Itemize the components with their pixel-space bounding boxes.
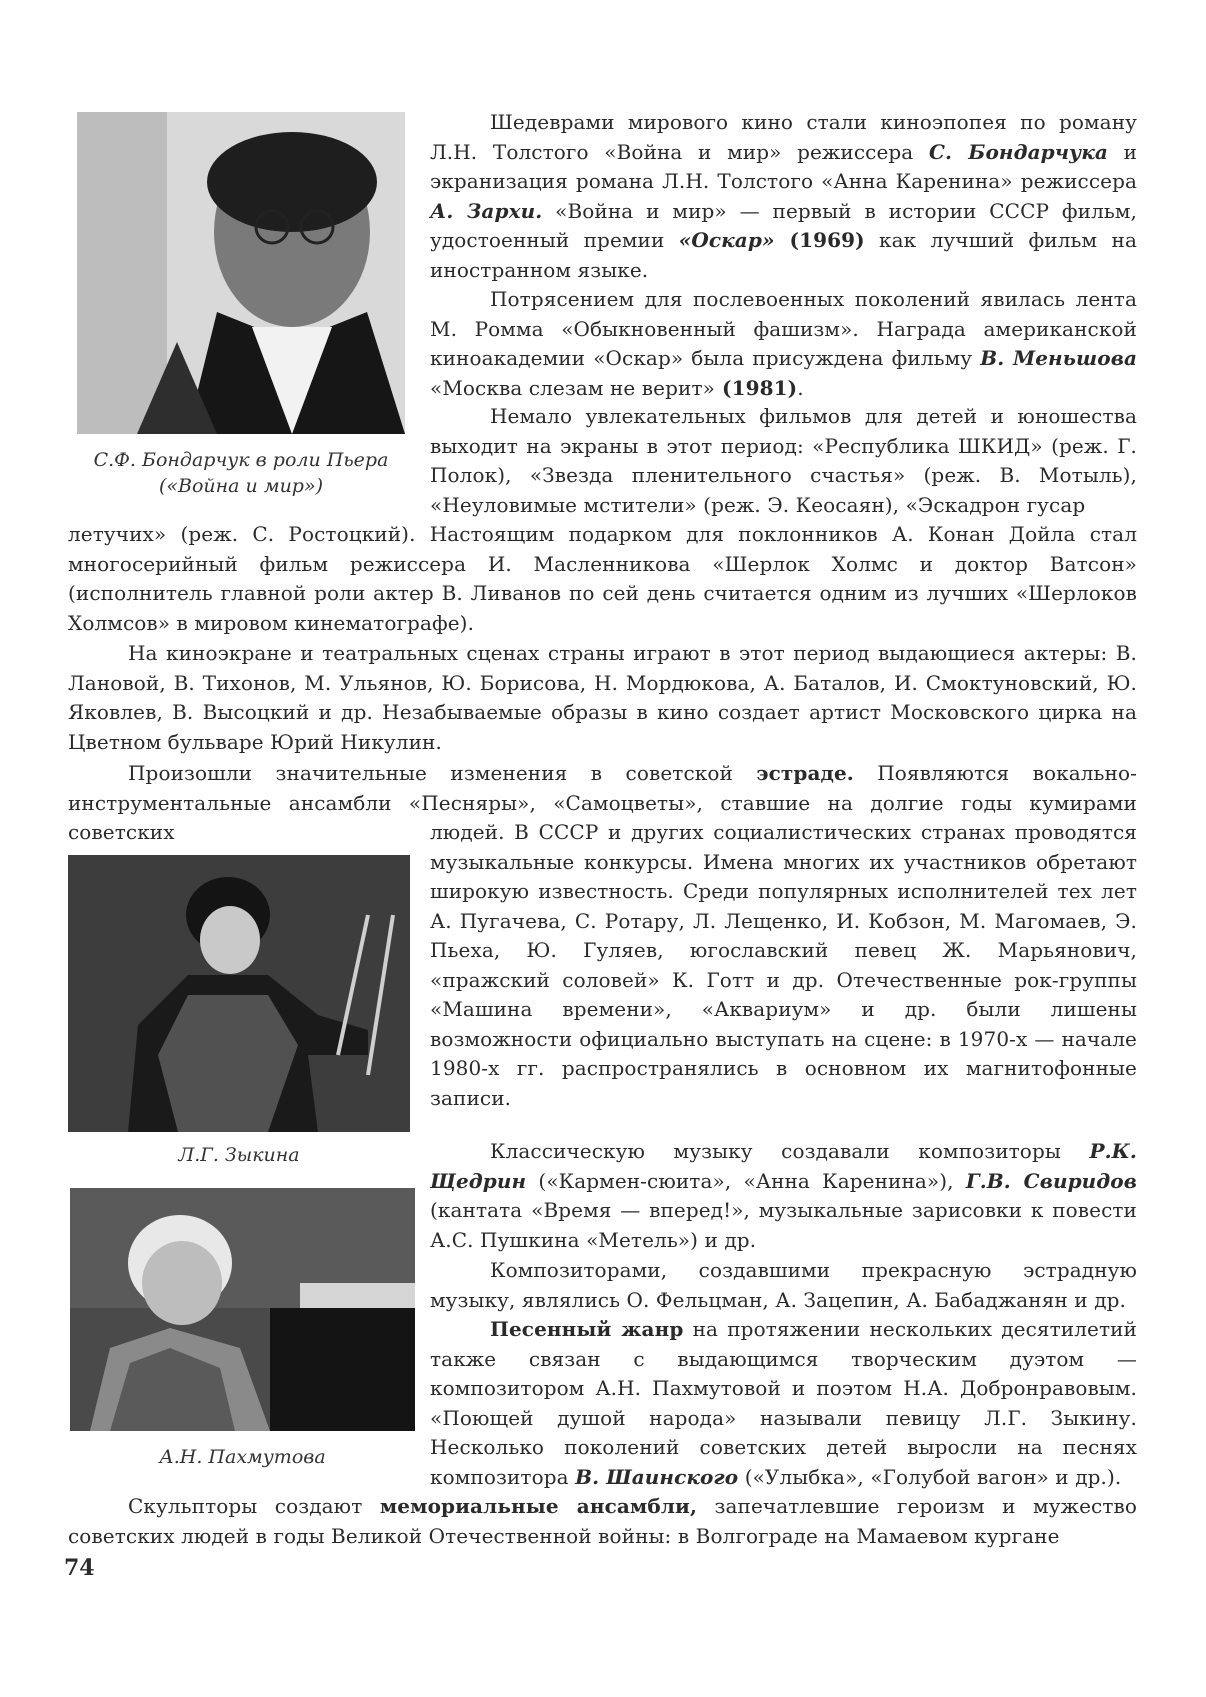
paragraph-sculptors: Скульпторы создают мемориальные ансамбли, запечатлевшие героизм и мужество советских людей в годы Великой Отечественной войны: в Волгограде на Мамаевом кургане: [68, 1494, 1137, 1548]
paragraph-classical-music: Классическую музыку создавали композиторы Р.К. Щедрин («Кармен-сюита», «Анна Каренина»), Г.В. Свиридов (кантата «Время — вперед!», музыкальные зарисовки к повести А.С. Пушкина «Метель») и др.: [430, 1139, 1137, 1252]
paragraph-children-films-top: Немало увлекательных фильмов для детей и юношества выходит на экраны в этот период: «Республика ШКИД» (реж. Г. Полок), «Звезда пленительного счастья» (реж. В. Мотыль), «Неуловимые мстители» (реж. Э. Кеосаян), «Эскадрон гусар: [430, 404, 1137, 517]
zykina-portrait-image: [68, 855, 410, 1132]
zykina-photo: [68, 855, 410, 1132]
paragraph-song-genre: Песенный жанр на протяжении нескольких десятилетий также связан с выдающимся творческим дуэтом — композитором А.Н. Пахмутовой и поэтом Н.А. Добронравовым. «Поющей душой народа» называли певицу Л.Г. Зыкину. Несколько поколений советских детей выросли на песнях композитора В. Шаинского («Улыбка», «Голубой вагон» и др.).: [430, 1317, 1137, 1489]
bondarchuk-photo: [77, 112, 405, 434]
bondarchuk-caption: [77, 447, 405, 499]
bondarchuk-portrait-image: [77, 112, 405, 434]
pakhmutova-portrait-image: [70, 1188, 415, 1431]
paragraph-children-films-bottom: летучих» (реж. С. Ростоцкий). Настоящим подарком для поклонников А. Конан Дойла стал многосерийный фильм режиссера И. Масленникова «Шерлок Холмс и доктор Ватсон» (исполнитель главной роли актер В. Ливанов по сей день считается одним из лучших «Шерлоков Холмсов» в мировом кинематографе).: [68, 522, 1137, 635]
bondarchuk-caption-line2: («Война и мир»): [158, 475, 324, 497]
paragraph-estrada-top: Произошли значительные изменения в советской эстраде. Появляются вокально-инструментальные ансамбли «Песняры», «Самоцветы», ставшие на долгие годы кумирами советских: [68, 761, 1137, 844]
zykina-caption: Л.Г. Зыкина: [178, 1144, 300, 1166]
paragraph-estrada-composers: Композиторами, создавшими прекрасную эстрадную музыку, являлись О. Фельцман, А. Зацепин, А. Бабаджанян и др.: [430, 1258, 1137, 1312]
page-number: 74: [64, 1555, 95, 1581]
paragraph-ordinary-fascism: Потрясением для послевоенных поколений явилась лента М. Ромма «Обыкновенный фашизм». Награда американской киноакадемии «Оскар» была присуждена фильму В. Меньшова «Москва слезам не верит» (1981).: [430, 287, 1137, 400]
paragraph-estrada-continued: людей. В СССР и других социалистических странах проводятся музыкальные конкурсы. Имена многих их участников обретают широкую известность. Среди популярных исполнителей тех лет А. Пугачева, С. Ротару, Л. Лещенко, И. Кобзон, М. Магомаев, Э. Пьеха, Ю. Гуляев, югославский певец Ж. Марьянович, «пражский соловей» К. Готт и др. Отечественные рок-группы «Машина времени», «Аквариум» и др. были лишены возможности официально выступать на сцене: в 1970-х — начале 1980-х гг. распространялись в основном их магнитофонные записи.: [430, 820, 1137, 1110]
pakhmutova-caption: А.Н. Пахмутова: [159, 1446, 326, 1468]
pakhmutova-photo: [70, 1188, 415, 1431]
paragraph-cinema-masterpieces: Шедеврами мирового кино стали киноэпопея по роману Л.Н. Толстого «Война и мир» режиссера С. Бондарчука и экранизация романа Л.Н. Толстого «Анна Каренина» режиссера А. Зархи. «Война и мир» — первый в истории СССР фильм, удостоенный премии «Оскар» (1969) как лучший фильм на иностранном языке.: [430, 110, 1137, 282]
paragraph-actors: На киноэкране и театральных сценах страны играют в этот период выдающиеся актеры: В. Лановой, В. Тихонов, М. Ульянов, Ю. Борисова, Н. Мордюкова, А. Баталов, И. Смоктуновский, Ю. Яковлев, В. Высоцкий и др. Незабываемые образы в кино создает артист Московского цирка на Цветном бульваре Юрий Никулин.: [68, 641, 1137, 754]
bondarchuk-caption-line1: С.Ф. Бондарчук в роли Пьера: [93, 449, 389, 471]
